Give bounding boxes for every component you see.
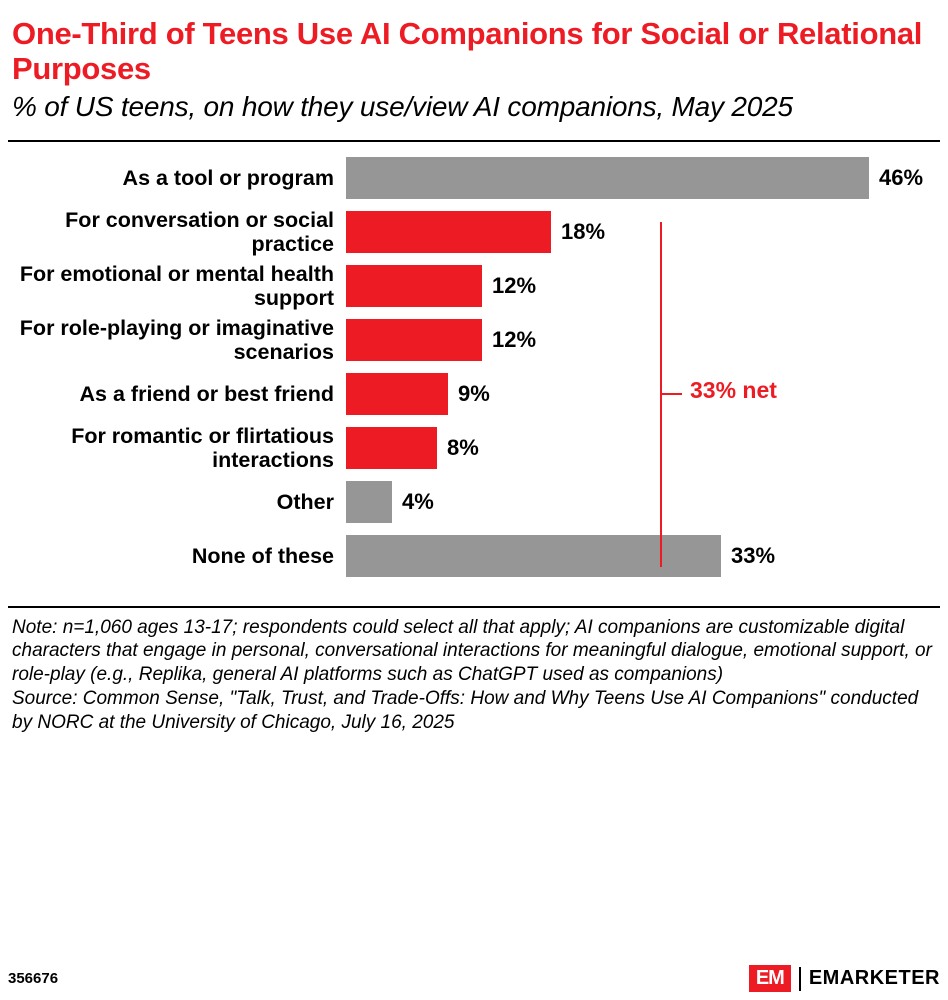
bar-value-label: 12% bbox=[492, 326, 537, 352]
chart-row bbox=[8, 480, 940, 524]
brand-logo bbox=[749, 965, 940, 992]
category-label: For role-playing or imaginative scenarios bbox=[19, 315, 334, 364]
category-label: For romantic or flirtatious interactions bbox=[71, 423, 334, 472]
chart-subtitle: % of US teens, on how they use/view AI companions, May 2025 bbox=[12, 91, 793, 123]
bar-value-label: 18% bbox=[561, 218, 606, 244]
category-label: For conversation or social practice bbox=[65, 207, 334, 256]
chart-header bbox=[8, 0, 940, 130]
bar-container bbox=[346, 373, 940, 415]
bar-container bbox=[346, 157, 940, 199]
note-text: Note: n=1,060 ages 13-17; respondents could select all that apply; AI companions are customizable digital characters that engage in personal, conversational interactions for meaningful dialogue, emotional support, or role-play (e.g., Replika, general AI platforms such as ChatGPT used as companions) bbox=[12, 616, 932, 685]
bar-value-label: 12% bbox=[492, 272, 537, 298]
bar-chart bbox=[8, 142, 940, 596]
category-label: None of these bbox=[191, 543, 334, 568]
footnotes bbox=[8, 608, 940, 739]
em-logo-mark: EM bbox=[749, 965, 791, 992]
bar-value-label: 46% bbox=[879, 164, 924, 190]
bar-container bbox=[346, 211, 940, 253]
brand-name: EMARKETER bbox=[808, 967, 940, 989]
chart-row bbox=[8, 372, 940, 416]
chart-row bbox=[8, 423, 940, 472]
page-title: One-Third of Teens Use AI Companions for Social or Relational Purposes bbox=[12, 16, 923, 87]
bar-container bbox=[346, 481, 940, 523]
bar-value-label: 33% bbox=[731, 542, 776, 568]
chart-row bbox=[8, 534, 940, 578]
bar-container bbox=[346, 427, 940, 469]
bar-value-label: 9% bbox=[458, 380, 490, 406]
bar-segment bbox=[346, 211, 551, 253]
bar-container bbox=[346, 535, 940, 577]
logo-divider bbox=[799, 967, 801, 991]
category-label: For emotional or mental health support bbox=[19, 261, 334, 310]
source-text: Source: Common Sense, "Talk, Trust, and Trade-Offs: How and Why Teens Use AI Companions" conducted by NORC at the University of Chicago, July 16, 2025 bbox=[12, 688, 919, 733]
bar-segment bbox=[346, 265, 482, 307]
chart-row bbox=[8, 261, 940, 310]
footer-bar bbox=[8, 957, 940, 992]
bar-segment bbox=[346, 157, 869, 199]
bar-container bbox=[346, 265, 940, 307]
category-label: As a friend or best friend bbox=[79, 381, 334, 406]
bar-container bbox=[346, 319, 940, 361]
category-label: Other bbox=[276, 489, 334, 514]
bar-segment bbox=[346, 481, 392, 523]
chart-id: 356676 bbox=[8, 970, 59, 987]
bar-value-label: 4% bbox=[402, 488, 434, 514]
chart-row bbox=[8, 207, 940, 256]
category-label: As a tool or program bbox=[122, 165, 334, 190]
chart-row bbox=[8, 315, 940, 364]
chart-row bbox=[8, 156, 940, 200]
bar-segment bbox=[346, 427, 437, 469]
net-label: 33% net bbox=[690, 376, 777, 403]
bar-segment bbox=[346, 319, 482, 361]
bar-value-label: 8% bbox=[447, 434, 479, 460]
bar-segment bbox=[346, 373, 448, 415]
bar-segment bbox=[346, 535, 721, 577]
